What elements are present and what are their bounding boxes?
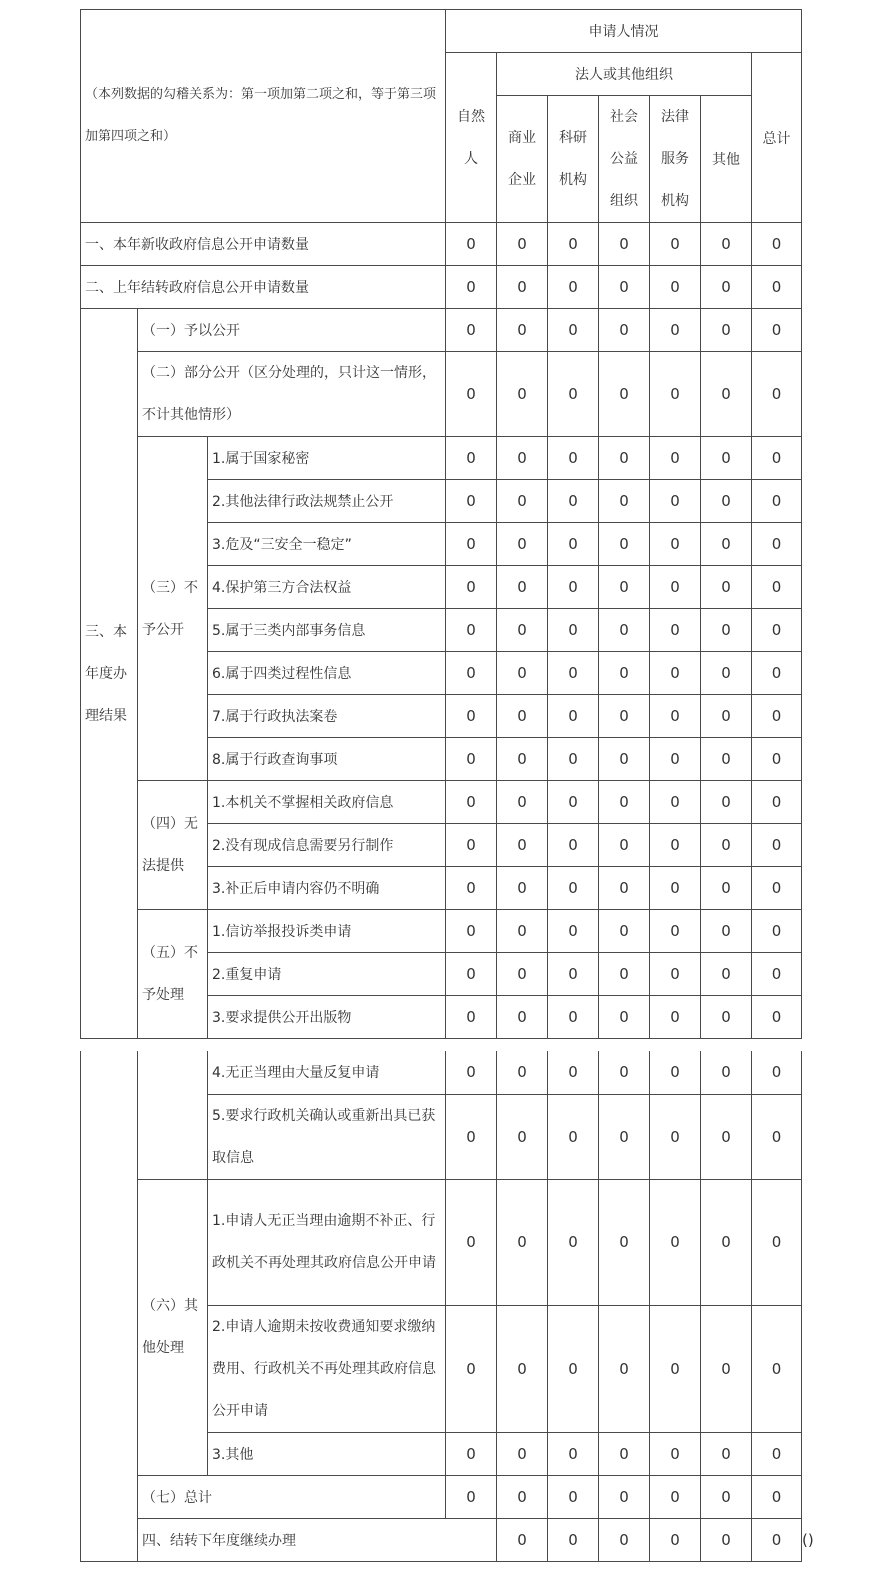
row-label: 5.要求行政机关确认或重新出具已获取信息 [208, 1094, 446, 1179]
value-cell: 0 [548, 824, 599, 867]
value-cell: 0 [701, 953, 752, 996]
row-group-continuation [138, 1051, 208, 1179]
value-cell: 0 [650, 1094, 701, 1179]
value-cell: 0 [752, 652, 802, 695]
value-cell: 0 [752, 523, 802, 566]
value-cell: 0 [548, 910, 599, 953]
value-cell: 0 [548, 867, 599, 910]
value-cell: 0 [446, 1432, 497, 1475]
row-group-label: 三、本年度办理结果 [81, 309, 138, 1039]
row-label: 2.重复申请 [208, 953, 446, 996]
value-cell: 0 [752, 609, 802, 652]
value-cell: 0 [701, 1305, 752, 1432]
value-cell: 0 [548, 1305, 599, 1432]
value-cell: 0 [701, 738, 752, 781]
value-cell: 0 [548, 566, 599, 609]
value-cell: 0 [497, 652, 548, 695]
value-cell: 0 [599, 1518, 650, 1561]
value-cell: 0 [548, 1432, 599, 1475]
value-cell: 0 [701, 309, 752, 352]
value-cell: 0 [497, 1475, 548, 1518]
value-cell: 0 [497, 352, 548, 437]
value-cell: 0 [548, 953, 599, 996]
value-cell: 0 [599, 1051, 650, 1094]
value-cell: 0 [650, 437, 701, 480]
value-cell: 0 [701, 266, 752, 309]
value-cell: 0 [446, 652, 497, 695]
value-cell: 0 [497, 910, 548, 953]
value-cell: 0 [497, 1051, 548, 1094]
value-cell: 0 [701, 223, 752, 266]
value-cell: 0 [497, 609, 548, 652]
value-cell: 0 [650, 695, 701, 738]
row-label: 2.没有现成信息需要另行制作 [208, 824, 446, 867]
value-cell: 0 [599, 867, 650, 910]
value-cell: 0 [752, 437, 802, 480]
col-header-other: 其他 [701, 96, 752, 223]
value-cell: 0 [446, 738, 497, 781]
value-cell: 0 [446, 480, 497, 523]
value-cell: 0 [497, 1432, 548, 1475]
value-cell: 0 [497, 1305, 548, 1432]
value-cell: 0 [701, 1432, 752, 1475]
col-header-legal-service: 法律服务机构 [650, 96, 701, 223]
value-cell: 0 [752, 1475, 802, 1518]
value-cell: 0 [446, 1305, 497, 1432]
value-cell: 0 [752, 309, 802, 352]
table-page-2: 4.无正当理由大量反复申请 0 0 0 0 0 0 0 5.要求行政机关确认或重新出具已获取信息 0 0 0 0 0 0 0 （六）其他处理 1.申请人无正当理由逾期不补正、行政机关不再处理其政府信息公开申请 0 0 0 0 0 0 0 2.申请人逾期未按收费通知要求缴纳费用、行政机关不再处理其政府信息公开申请 0 0 0 0 0 0 0 3.其他 0 0 0 0 0 0 0 （七）总计 0 0 0 0 0 0 0 四、结转下年度继续办理 0 0 0 0 0 0 () [80, 1051, 802, 1562]
value-cell: 0 [548, 996, 599, 1039]
value-cell: 0 [548, 523, 599, 566]
value-cell: 0 [701, 910, 752, 953]
value-cell: 0 [446, 1094, 497, 1179]
value-cell: 0 [599, 695, 650, 738]
value-cell: 0 [446, 609, 497, 652]
value-cell: 0 [599, 996, 650, 1039]
value-cell: 0 [650, 1518, 701, 1561]
value-cell: 0 [701, 523, 752, 566]
value-cell: 0 [650, 652, 701, 695]
value-cell: 0 [701, 1475, 752, 1518]
value-cell: 0 [599, 609, 650, 652]
value-cell: 0 [599, 1094, 650, 1179]
value-cell: 0 [599, 352, 650, 437]
value-cell: 0 [548, 1094, 599, 1179]
row-group-label: （五）不予处理 [138, 910, 208, 1039]
value-cell: 0 [446, 1475, 497, 1518]
value-cell: 0 [599, 652, 650, 695]
value-cell: 0 [752, 480, 802, 523]
value-cell: 0 [599, 566, 650, 609]
row-label: 一、本年新收政府信息公开申请数量 [81, 223, 446, 266]
value-cell: 0 [548, 1518, 599, 1561]
value-cell: 0 [599, 910, 650, 953]
col-header-business: 商业企业 [497, 96, 548, 223]
value-cell: 0 [752, 781, 802, 824]
value-cell: 0 [446, 1179, 497, 1305]
value-cell: 0 [497, 695, 548, 738]
value-cell: 0 [650, 1432, 701, 1475]
value-cell: 0 [650, 824, 701, 867]
value-cell: 0 [446, 437, 497, 480]
applicant-header: 申请人情况 [446, 10, 802, 53]
value-cell: 0 [599, 523, 650, 566]
value-cell: 0 [599, 1475, 650, 1518]
value-cell: 0 [497, 309, 548, 352]
value-cell: 0 [650, 910, 701, 953]
value-cell: 0 [548, 223, 599, 266]
row-label: （一）予以公开 [138, 309, 446, 352]
value-cell: 0 [701, 695, 752, 738]
row-label: 2.申请人逾期未按收费通知要求缴纳费用、行政机关不再处理其政府信息公开申请 [208, 1305, 446, 1432]
value-cell: 0 [497, 566, 548, 609]
value-cell: 0 [650, 609, 701, 652]
value-cell: 0 [548, 609, 599, 652]
value-cell: 0 [701, 1518, 752, 1561]
value-cell: 0 [599, 480, 650, 523]
value-cell: 0 [548, 738, 599, 781]
row-label: （七）总计 [138, 1475, 446, 1518]
value-cell: 0 [701, 1094, 752, 1179]
row-label: 8.属于行政查询事项 [208, 738, 446, 781]
value-cell: 0 [548, 266, 599, 309]
value-cell: 0 [752, 223, 802, 266]
value-cell: 0 [650, 867, 701, 910]
value-cell: 0 [752, 1179, 802, 1305]
row-label: 4.保护第三方合法权益 [208, 566, 446, 609]
value-cell: 0 [701, 437, 752, 480]
value-cell: 0 [650, 480, 701, 523]
row-label: 5.属于三类内部事务信息 [208, 609, 446, 652]
value-cell: 0 [752, 566, 802, 609]
value-cell: 0 [497, 867, 548, 910]
value-cell: 0 [701, 652, 752, 695]
value-cell: 0 [599, 781, 650, 824]
row-group-label: （六）其他处理 [138, 1179, 208, 1475]
value-cell: 0 [446, 223, 497, 266]
value-cell: 0 [497, 781, 548, 824]
value-cell: 0 [701, 781, 752, 824]
natural-person-header: 自然人 [446, 53, 497, 223]
column-note: （本列数据的勾稽关系为：第一项加第二项之和，等于第三项加第四项之和） [81, 10, 446, 223]
value-cell: 0 [752, 352, 802, 437]
total-header: 总计 [752, 53, 802, 223]
value-cell: 0 [446, 1051, 497, 1094]
value-cell: 0 [497, 523, 548, 566]
value-cell: 0 [497, 1094, 548, 1179]
value-cell: 0 [650, 1475, 701, 1518]
row-label: 二、上年结转政府信息公开申请数量 [81, 266, 446, 309]
col-header-research: 科研机构 [548, 96, 599, 223]
value-cell: 0 [599, 824, 650, 867]
value-cell: 0 [446, 996, 497, 1039]
row-label: 3.补正后申请内容仍不明确 [208, 867, 446, 910]
value-cell: 0 [650, 352, 701, 437]
value-cell: 0 [650, 738, 701, 781]
value-cell: 0 [497, 266, 548, 309]
value-cell: 0 [701, 1179, 752, 1305]
value-cell: 0 [650, 223, 701, 266]
row-label: 4.无正当理由大量反复申请 [208, 1051, 446, 1094]
value-cell: 0 [599, 223, 650, 266]
value-cell: 0 [599, 1432, 650, 1475]
row-label: 四、结转下年度继续办理 [138, 1518, 497, 1561]
value-cell: 0 [650, 1305, 701, 1432]
table-page-1 [80, 9, 802, 1039]
value-cell: 0 [752, 1051, 802, 1094]
value-cell: 0 [752, 1518, 802, 1561]
value-cell: 0 [548, 437, 599, 480]
value-cell: 0 [497, 738, 548, 781]
value-cell: 0 [701, 867, 752, 910]
value-cell: 0 [446, 352, 497, 437]
value-cell: 0 [548, 352, 599, 437]
value-cell: 0 [548, 652, 599, 695]
value-cell: 0 [650, 1051, 701, 1094]
value-cell: 0 [497, 223, 548, 266]
row-label: 3.要求提供公开出版物 [208, 996, 446, 1039]
value-cell: 0 [752, 1432, 802, 1475]
value-cell: 0 [599, 1179, 650, 1305]
value-cell: 0 [701, 480, 752, 523]
value-cell: 0 [497, 480, 548, 523]
value-cell: 0 [701, 352, 752, 437]
value-cell: 0 [599, 309, 650, 352]
value-cell: 0 [548, 1475, 599, 1518]
value-cell: 0 [752, 953, 802, 996]
value-cell: 0 [701, 824, 752, 867]
value-cell: 0 [701, 609, 752, 652]
value-cell: 0 [446, 523, 497, 566]
value-cell: 0 [752, 996, 802, 1039]
value-cell: 0 [599, 1305, 650, 1432]
row-label: 1.属于国家秘密 [208, 437, 446, 480]
value-cell: 0 [599, 953, 650, 996]
value-cell: 0 [446, 910, 497, 953]
value-cell: 0 [752, 695, 802, 738]
value-cell: 0 [752, 910, 802, 953]
row-group-label: （三）不予公开 [138, 437, 208, 781]
value-cell: 0 [650, 523, 701, 566]
row-label: 6.属于四类过程性信息 [208, 652, 446, 695]
value-cell: 0 [497, 824, 548, 867]
value-cell: 0 [548, 781, 599, 824]
value-cell: 0 [446, 781, 497, 824]
value-cell: 0 [446, 695, 497, 738]
row-label: 3.其他 [208, 1432, 446, 1475]
value-cell: 0 [446, 566, 497, 609]
value-cell: 0 [446, 824, 497, 867]
col-header-public-welfare: 社会公益组织 [599, 96, 650, 223]
value-cell: 0 [548, 695, 599, 738]
row-label: 7.属于行政执法案卷 [208, 695, 446, 738]
value-cell: 0 [446, 266, 497, 309]
value-cell: 0 [752, 266, 802, 309]
value-cell: 0 [701, 996, 752, 1039]
row-group-label: （四）无法提供 [138, 781, 208, 910]
value-cell: 0 [599, 437, 650, 480]
value-cell: 0 [701, 566, 752, 609]
value-cell: 0 [599, 738, 650, 781]
value-cell: 0 [548, 480, 599, 523]
row-label: 2.其他法律行政法规禁止公开 [208, 480, 446, 523]
value-cell: 0 [548, 1051, 599, 1094]
value-cell: 0 [497, 953, 548, 996]
value-cell: 0 [752, 1305, 802, 1432]
value-cell: 0 [752, 824, 802, 867]
value-cell: 0 [650, 953, 701, 996]
value-cell: 0 [650, 266, 701, 309]
value-cell: 0 [548, 309, 599, 352]
row-label: 1.本机关不掌握相关政府信息 [208, 781, 446, 824]
legal-group-header: 法人或其他组织 [497, 53, 752, 96]
value-cell: 0 [497, 996, 548, 1039]
value-cell: 0 [497, 1518, 548, 1561]
value-cell: 0 [446, 309, 497, 352]
value-cell: 0 [650, 781, 701, 824]
value-cell: 0 [650, 1179, 701, 1305]
value-cell: 0 [701, 1051, 752, 1094]
row-label: 3.危及“三安全一稳定” [208, 523, 446, 566]
value-cell: 0 [650, 566, 701, 609]
value-cell: 0 [548, 1179, 599, 1305]
value-cell: 0 [599, 266, 650, 309]
row-group-continuation [81, 1051, 138, 1561]
row-label: 1.申请人无正当理由逾期不补正、行政机关不再处理其政府信息公开申请 [208, 1179, 446, 1305]
value-cell: 0 [650, 309, 701, 352]
row-label: 1.信访举报投诉类申请 [208, 910, 446, 953]
value-cell: 0 [497, 437, 548, 480]
value-cell: 0 [752, 867, 802, 910]
value-cell: 0 [752, 1094, 802, 1179]
value-cell: 0 [446, 953, 497, 996]
value-cell: 0 [497, 1179, 548, 1305]
value-cell: 0 [752, 738, 802, 781]
value-cell: 0 [446, 867, 497, 910]
value-cell: 0 [650, 996, 701, 1039]
row-label: （二）部分公开（区分处理的，只计这一情形，不计其他情形） [138, 352, 446, 437]
